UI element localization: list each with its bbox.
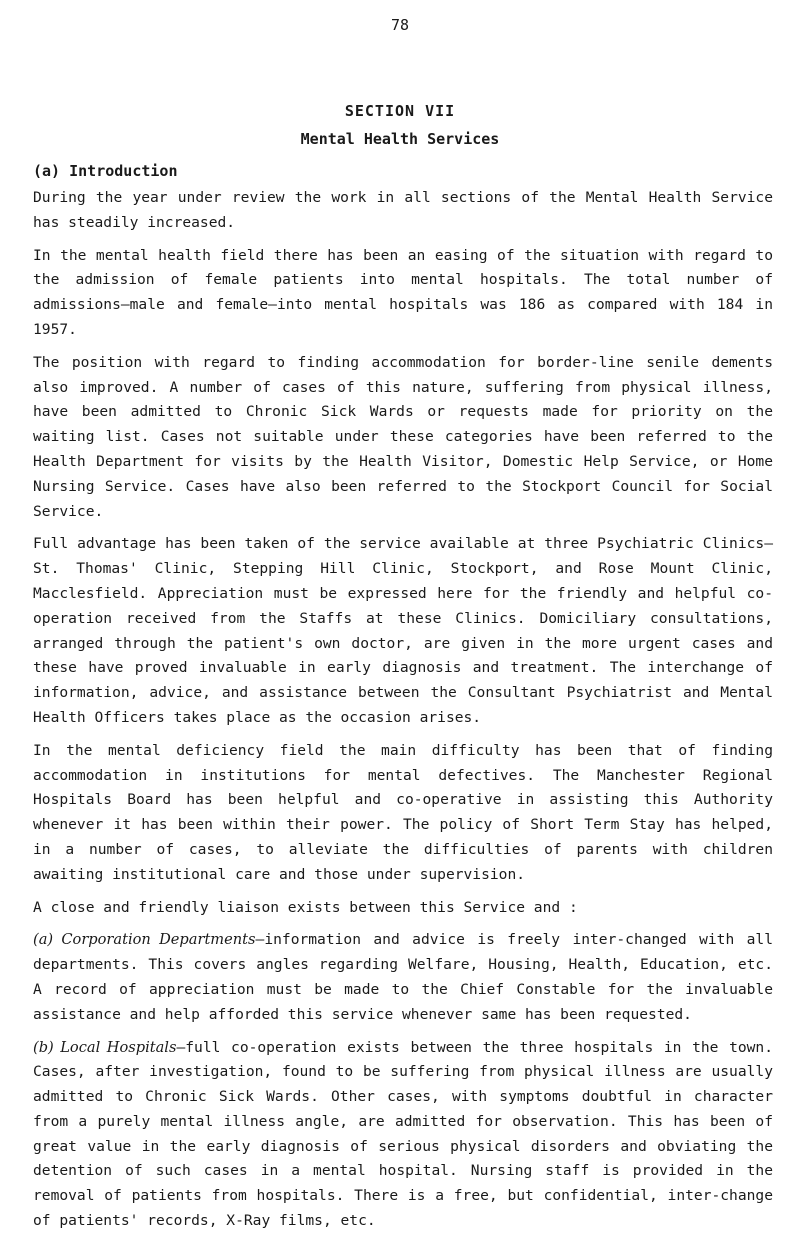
- item-a-lead: (a) Corporation Departments: [33, 931, 256, 949]
- paragraph: Full advantage has been taken of the service available at three Psychiatric Clinics—St. Thomas' Clinic, Stepping Hill Clinic, Stockport, and Rose Mount Clinic, Macclesfield. Appreciation must be expressed here for the friendly and helpful co-operation received from the Staffs at these Clinics. Domiciliary consultations, arranged through the patient's own doctor, are given in the more urgent cases and these have proved invaluable in early diagnosis and treatment. The interchange of information, advice, and assistance between the Consultant Psychiatrist and Mental Health Officers takes place as the occasion arises.: [33, 535, 773, 726]
- paragraph: In the mental deficiency field the main difficulty has been that of finding accommodation in institutions for mental defectives. The Manchester Regional Hospitals Board has been helpful and co-operative in assisting this Authority whenever it has been within their power. The policy of Short Term Stay has helped, in a number of cases, to alleviate the difficulties of parents with children awaiting institutional care and those under supervision.: [33, 741, 773, 883]
- introduction-heading: (a) Introduction: [33, 162, 178, 180]
- liaison-item-b: [33, 1036, 773, 1234]
- item-b-text: —full co-operation exists between the three hospitals in the town. Cases, after investigation, found to be suffering from physical illness are usually admitted to Chronic Sick Wards. Other cases, with symptoms doubtful in character from a purely mental illness angle, are admitted for observation. This has been of great value in the early diagnosis of serious physical disorders and obviating the detention of such cases in a mental hospital. Nursing staff is provided in the removal of patients from hospitals. There is a free, but confidential, inter-change of patients' records, X-Ray films, etc.: [33, 1038, 774, 1230]
- paragraph: A close and friendly liaison exists between this Service and :: [33, 898, 578, 916]
- paragraph: The position with regard to finding accommodation for border-line senile dements also improved. A number of cases of this nature, suffering from physical illness, have been admitted to Chronic Sick Wards or requests made for priority on the waiting list. Cases not suitable under these categories have been referred to the Health Department for visits by the Health Visitor, Domestic Help Service, or Home Nursing Service. Cases have also been referred to the Stockport Council for Social Service.: [33, 353, 773, 520]
- liaison-item-a: [33, 928, 773, 1027]
- paragraph: In the mental health field there has been an easing of the situation with regard to the admission of female patients into mental hospitals. The total number of admissions—male and female—into mental hospitals was 186 as compared with 184 in 1957.: [33, 246, 773, 338]
- page-number: 78: [390, 16, 410, 34]
- item-b-lead: (b) Local Hospitals: [33, 1038, 177, 1056]
- section-title: SECTION VII: [344, 102, 456, 120]
- section-subtitle: Mental Health Services: [300, 130, 500, 148]
- paragraph: During the year under review the work in all sections of the Mental Health Service has steadily increased.: [33, 189, 773, 231]
- item-a-text: —information and advice is freely inter-changed with all departments. This covers angles regarding Welfare, Housing, Health, Education, etc. A record of appreciation must be made to the Chief Constable for the invaluable assistance and help afforded this service whenever same has been requested.: [33, 931, 774, 1023]
- body-text: [33, 186, 773, 1242]
